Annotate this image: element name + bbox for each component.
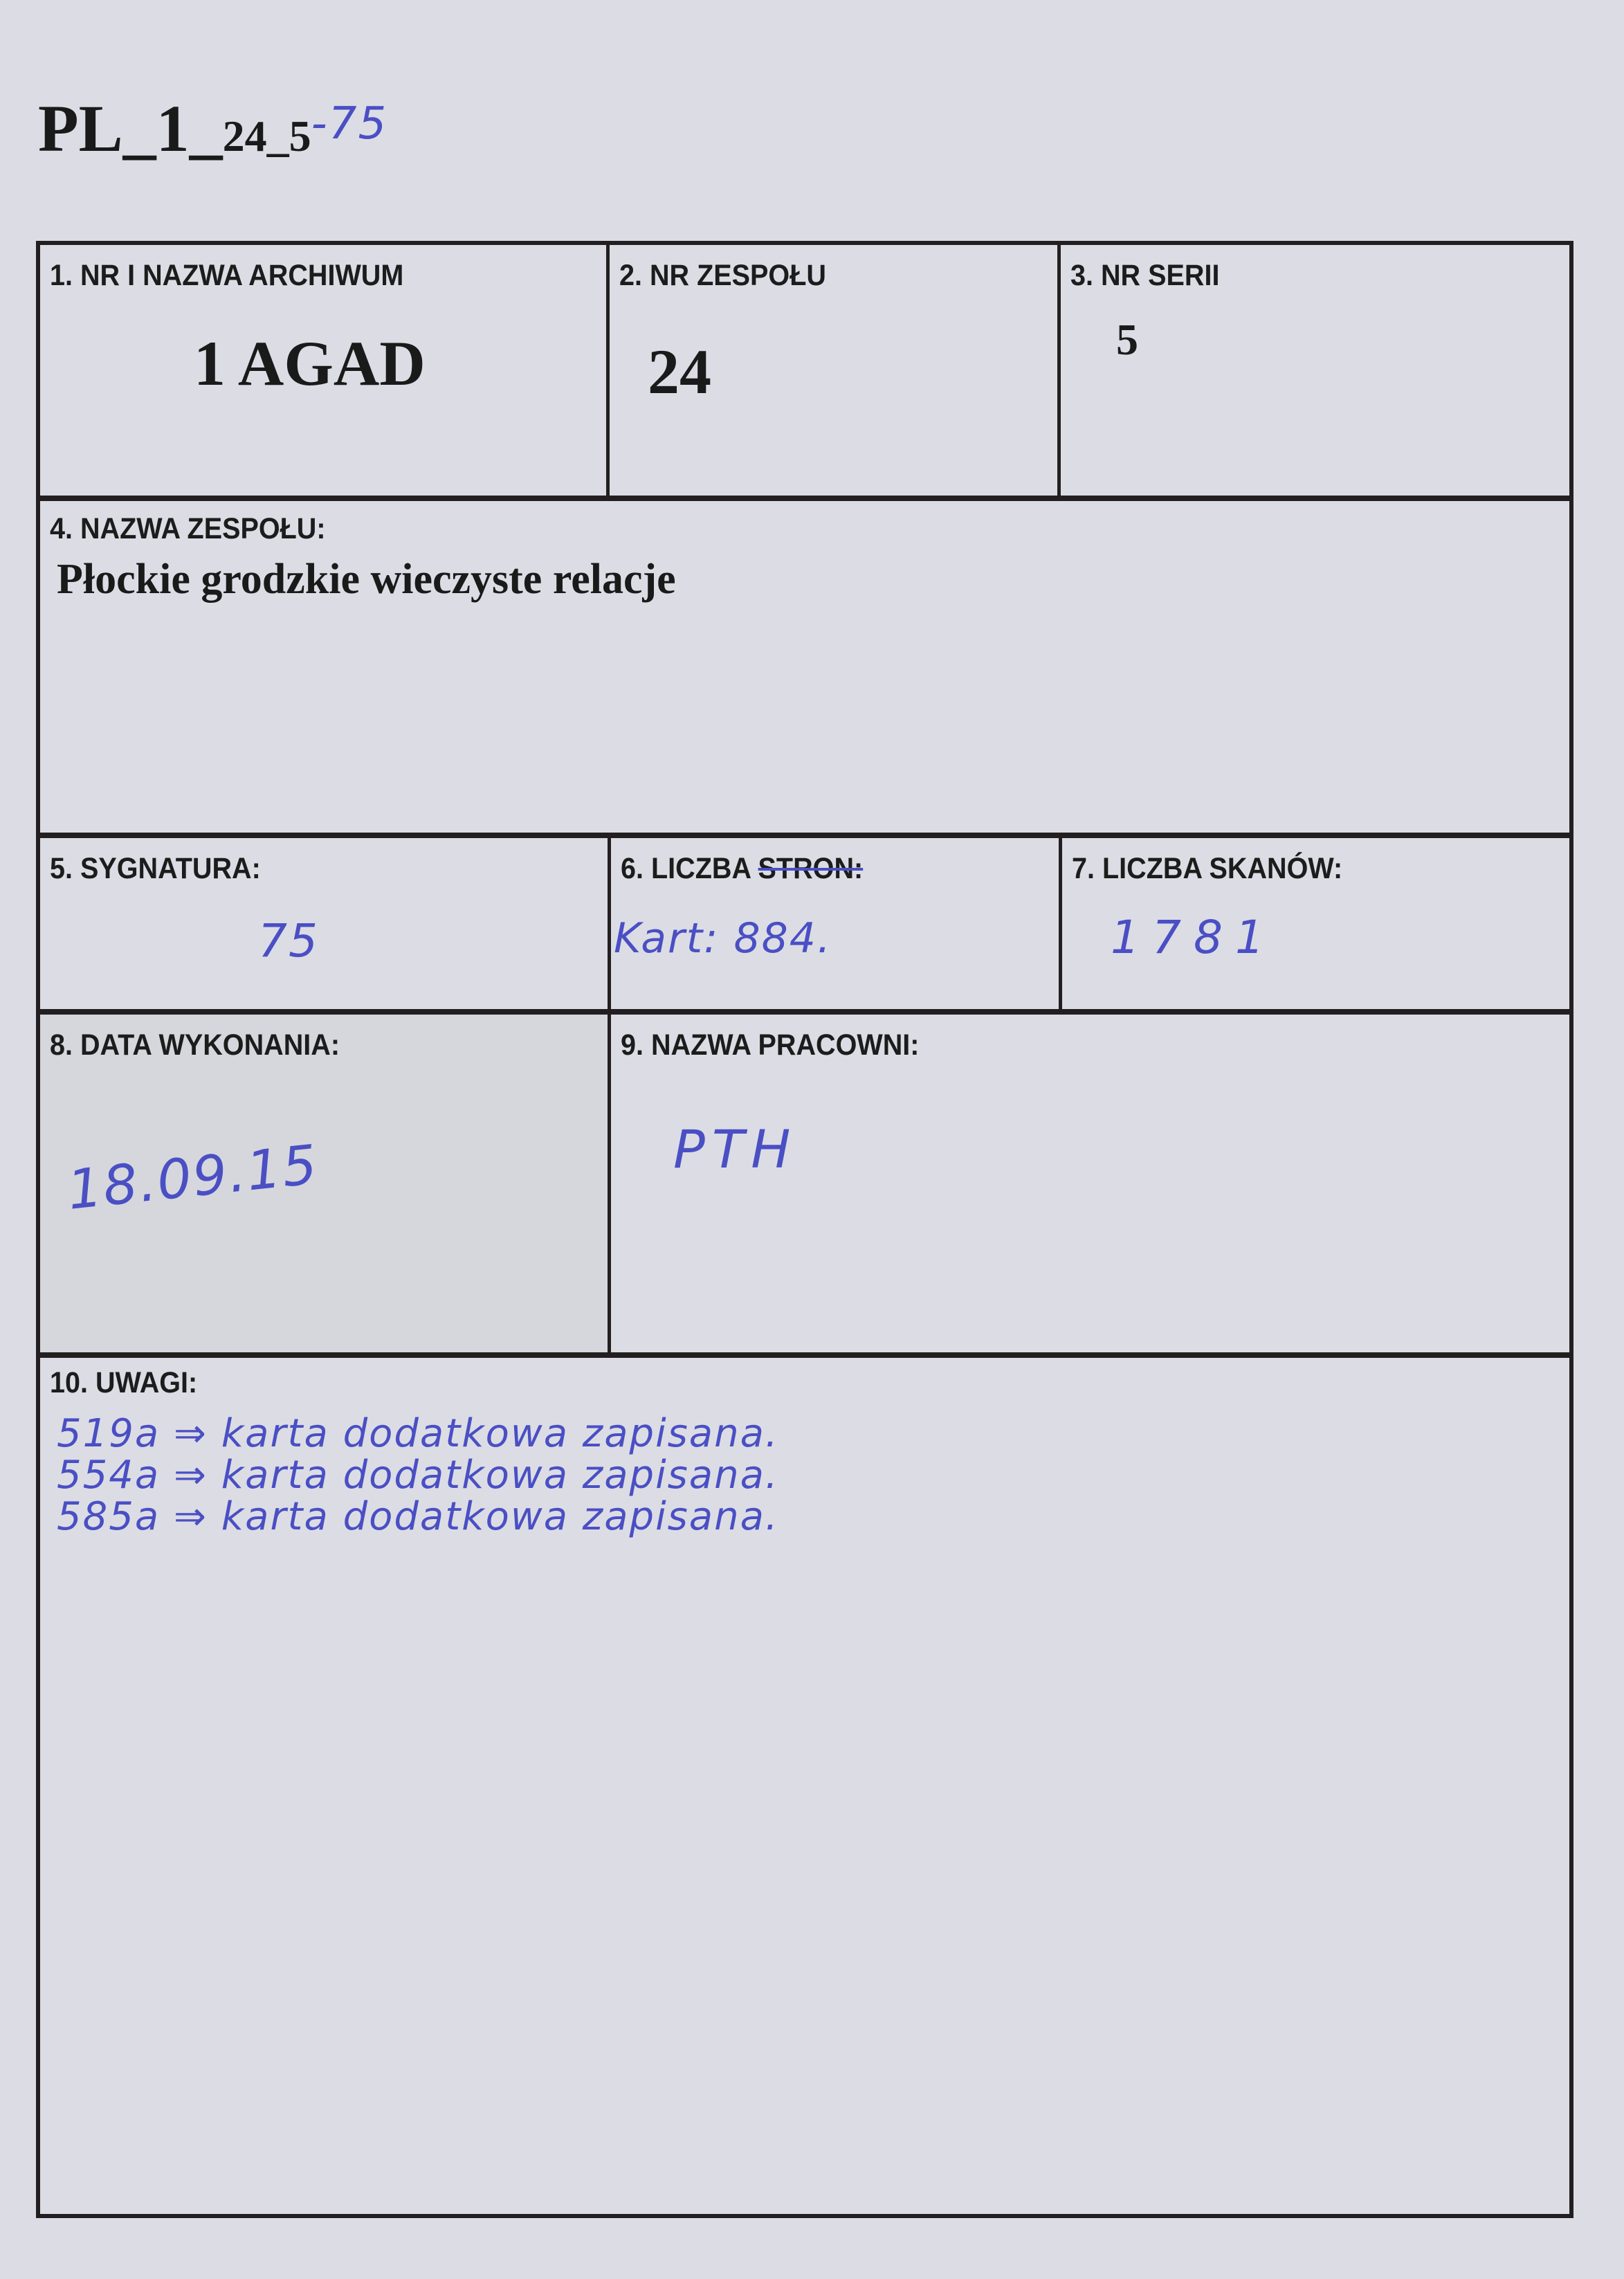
field-fond-number	[610, 245, 1057, 496]
field-value: 24	[648, 336, 711, 407]
field-value: 1 AGAD	[194, 328, 426, 399]
field-scan-count	[1062, 838, 1569, 1009]
field-value: 1781	[1111, 911, 1277, 964]
field-label: 1. NR I NAZWA ARCHIWUM	[50, 259, 404, 292]
field-page-count	[611, 838, 1059, 1009]
field-fond-name	[40, 501, 1569, 833]
field-archive	[40, 245, 606, 496]
field-label: 3. NR SERII	[1070, 259, 1220, 292]
divider	[40, 833, 1569, 838]
field-label: 5. SYGNATURA:	[50, 852, 261, 885]
field-value: 18.09.15	[64, 1134, 322, 1222]
field-label: 7. LICZBA SKANÓW:	[1072, 852, 1343, 885]
field-value: 5	[1116, 315, 1138, 364]
notes-list	[57, 1413, 779, 1538]
field-label: 2. NR ZESPOŁU	[619, 259, 826, 292]
field-notes	[40, 1358, 1569, 2214]
field-label: 8. DATA WYKONANIA:	[50, 1028, 340, 1062]
field-signature	[40, 838, 608, 1009]
document-code	[38, 90, 387, 167]
code-handwritten-suffix: -75	[311, 98, 388, 149]
field-value: Kart: 884.	[614, 914, 832, 963]
note-line: 554a ⇒ karta dodatkowa zapisana.	[57, 1453, 779, 1498]
label-struck: STRON:	[758, 852, 864, 885]
field-value: PTH	[673, 1118, 798, 1180]
field-value: 75	[258, 914, 319, 968]
field-series-number	[1061, 245, 1569, 496]
code-fond: 24	[222, 111, 267, 161]
field-execution-date	[40, 1015, 608, 1352]
code-separator: _	[266, 111, 289, 161]
label-prefix: 6. LICZBA	[621, 852, 758, 885]
note-line: 519a ⇒ karta dodatkowa zapisana.	[57, 1411, 779, 1456]
code-series: 5	[289, 111, 311, 161]
note-line: 585a ⇒ karta dodatkowa zapisana.	[57, 1494, 779, 1539]
code-prefix: PL_1_	[38, 91, 223, 165]
field-label: 4. NAZWA ZESPOŁU:	[50, 512, 326, 545]
archive-form	[36, 241, 1573, 2218]
divider	[40, 1009, 1569, 1015]
field-workshop-name	[611, 1015, 1569, 1352]
divider	[40, 1352, 1569, 1358]
field-label: 10. UWAGI:	[50, 1366, 198, 1399]
divider	[40, 496, 1569, 501]
field-label: 9. NAZWA PRACOWNI:	[621, 1028, 920, 1062]
field-value: Płockie grodzkie wieczyste relacje	[57, 556, 676, 603]
field-label	[621, 852, 863, 886]
